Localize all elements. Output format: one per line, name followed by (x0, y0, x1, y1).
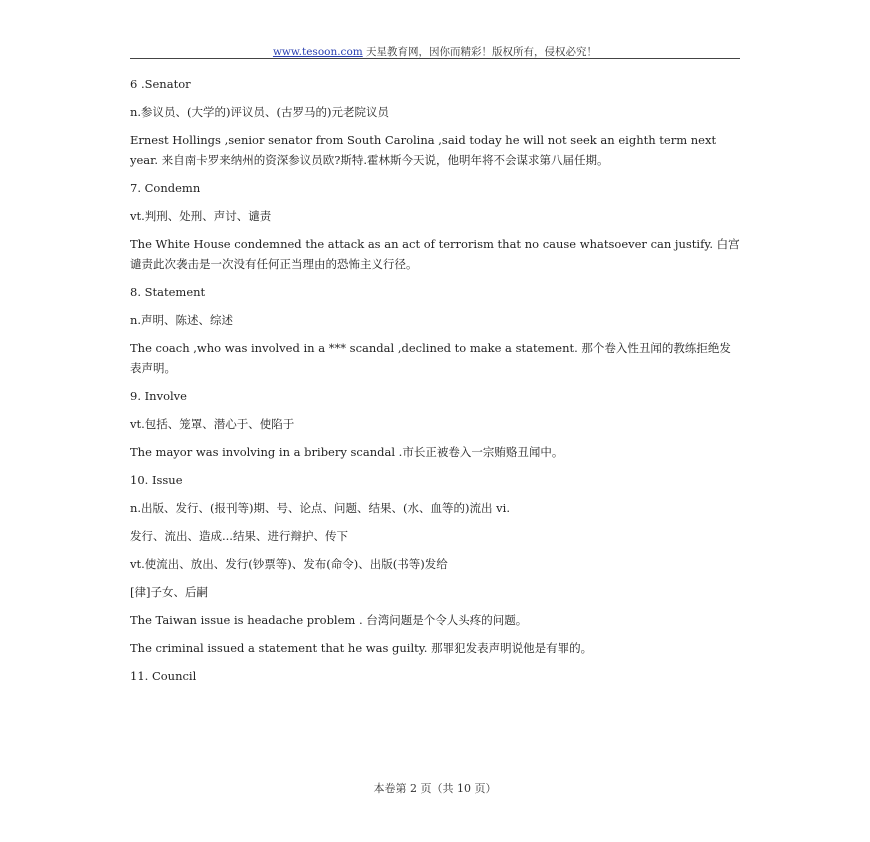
page-footer: 本卷第 2 页（共 10 页） (373, 782, 497, 795)
entry-heading: 9. Involve (130, 389, 187, 403)
entry-heading: 6 .Senator (130, 77, 191, 91)
site-link[interactable]: www.tesoon.com (272, 46, 363, 58)
definition: vt.使流出、放出、发行(钞票等)、发布(命令)、出版(书等)发给 (130, 557, 448, 571)
definition: n.出版、发行、(报刊等)期、号、论点、问题、结果、(水、血等的)流出 vi. (130, 501, 510, 515)
entry-heading: 10. Issue (130, 473, 183, 487)
definition: 发行、流出、造成...结果、进行辩护、传下 (130, 529, 348, 543)
example-sentence: The coach ,who was involved in a *** scandal ,declined to make a statement. 那个卷入性丑闻的教练拒绝发表声明。 (130, 341, 731, 375)
entry-heading: 8. Statement (130, 285, 206, 299)
entry-heading: 7. Condemn (130, 181, 201, 195)
definition: n.参议员、(大学的)评议员、(古罗马的)元老院议员 (130, 105, 390, 119)
example-sentence: The mayor was involving in a bribery scandal .市长正被卷入一宗贿赂丑闻中。 (130, 445, 564, 459)
entry-heading: 11. Council (130, 669, 197, 683)
header-divider (130, 58, 740, 59)
definition: n.声明、陈述、综述 (130, 313, 234, 327)
example-sentence: The Taiwan issue is headache problem . 台湾问题是个令人头疼的问题。 (130, 613, 528, 627)
example-sentence: The White House condemned the attack as an act of terrorism that no cause whatsoever can justify. 白宫谴责此次袭击是一次没有任何正当理由的恐怖主义行径。 (130, 237, 740, 271)
header-slogan: 天星教育网，因你而精彩！版权所有，侵权必究！ (362, 46, 598, 58)
document-body (130, 74, 742, 694)
example-sentence: The criminal issued a statement that he was guilty. 那罪犯发表声明说他是有罪的。 (130, 641, 593, 655)
definition: vt.判刑、处刑、声讨、谴责 (130, 209, 272, 223)
definition: vt.包括、笼罩、潜心于、使陷于 (130, 417, 295, 431)
example-sentence: Ernest Hollings ,senior senator from South Carolina ,said today he will not seek an eighth term next year. 来自南卡罗来纳州的资深参议员欧?斯特.霍林斯今天说，他明年将不会谋求第八届任期。 (130, 133, 717, 167)
page-header (130, 44, 740, 59)
definition: [律]子女、后嗣 (130, 585, 208, 599)
